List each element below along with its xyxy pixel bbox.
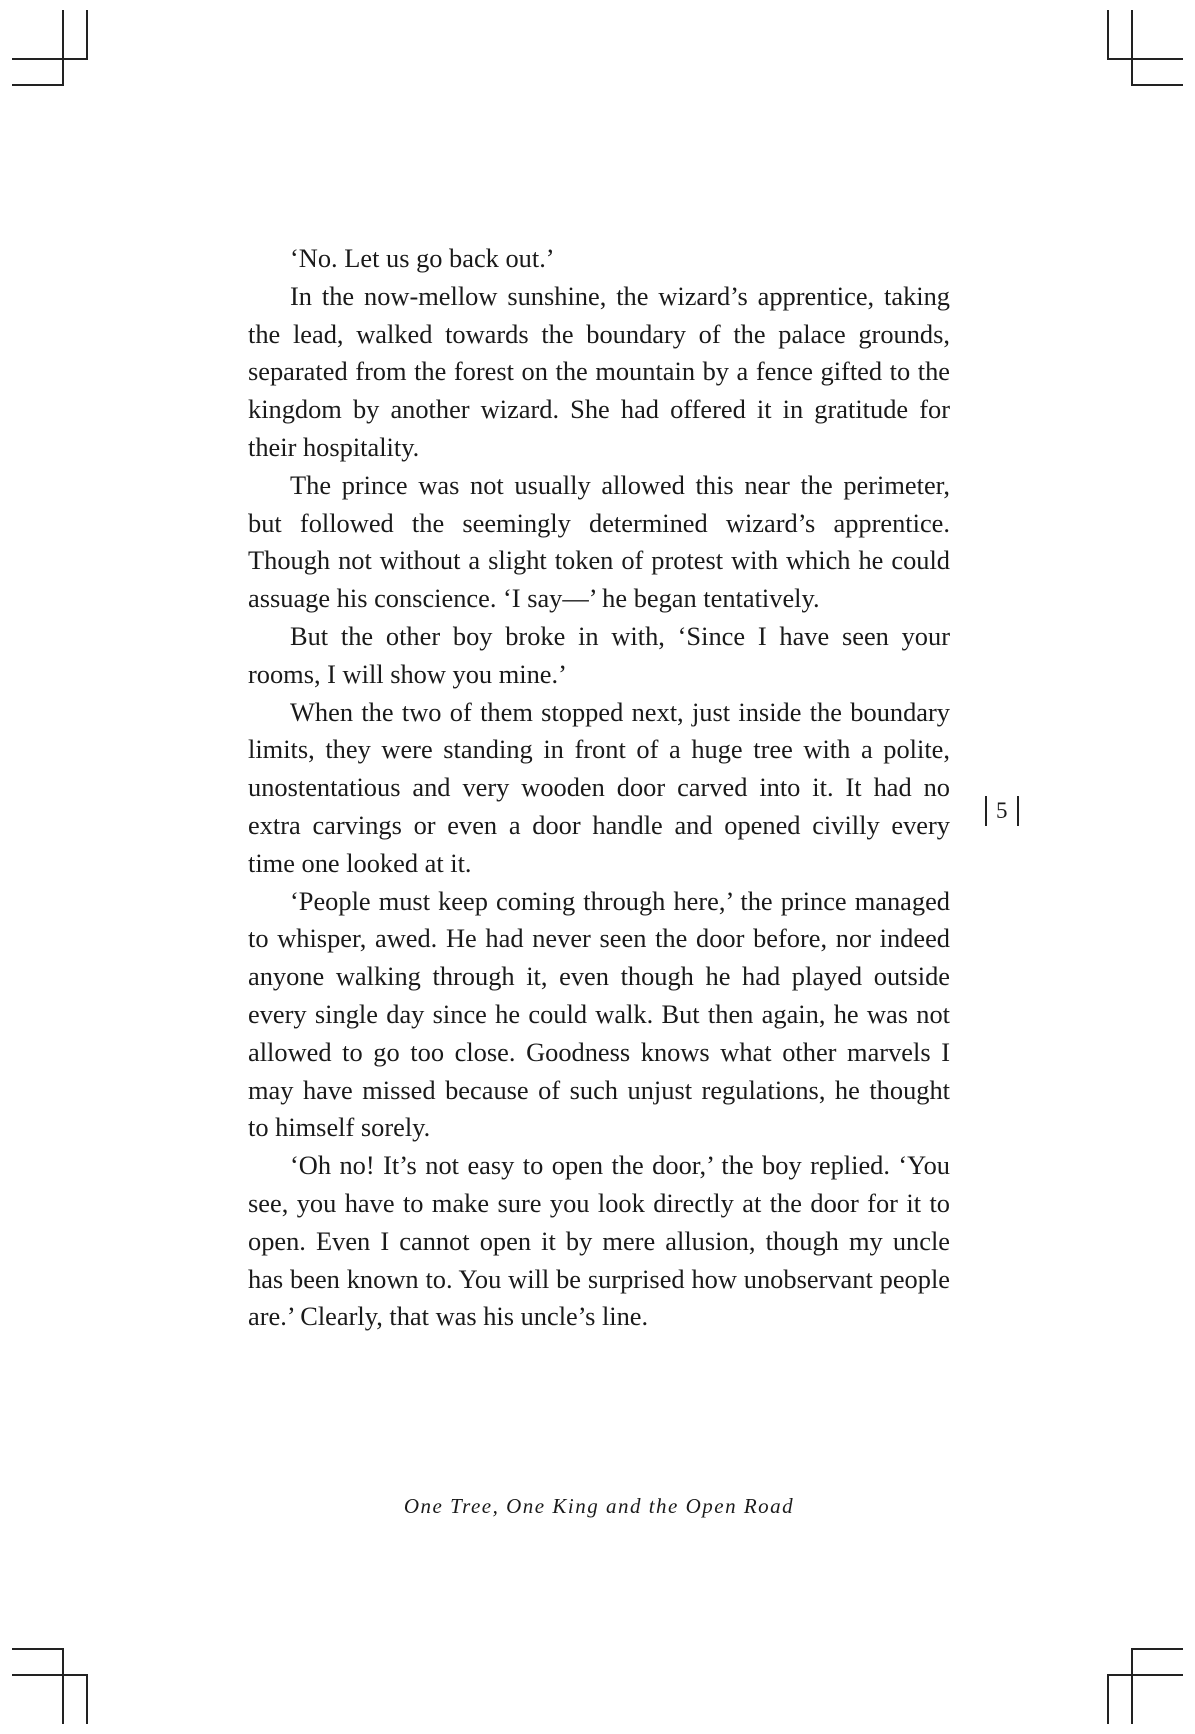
paragraph: ‘People must keep coming through here,’ the prince managed to whisper, awed. He had never seen the door before, nor indeed anyone walking through it, even though he had played outside every single day since he could walk. But then again, he was not allowed to go too close. Goodness knows what other marvels I may have missed because of such unjust regulations, he thought to himself sorely. [248, 885, 950, 1143]
body-text [248, 240, 950, 1336]
paragraph: ‘Oh no! It’s not easy to open the door,’ the boy replied. ‘You see, you have to make sure you look directly at the door for it to open. Even I cannot open it by mere allusion, though my uncle has been known to. You will be surprised how unobservant people are.’ Clearly, that was his uncle’s line. [248, 1150, 950, 1332]
page-number-value: 5 [996, 798, 1008, 823]
page-number [985, 796, 1019, 826]
page-number-right-bar [1017, 796, 1019, 826]
paragraph: In the now-mellow sunshine, the wizard’s apprentice, taking the lead, walked towards the boundary of the palace grounds, separated from the forest on the mountain by a fence gifted to the kingdom by another wizard. She had offered it in gratitude for their hospitality. [248, 280, 950, 462]
paragraph: The prince was not usually allowed this near the perimeter, but followed the seemingly determined wizard’s apprentice. Though not without a slight token of protest with which he could assuage his conscience. ‘I say—’ he began tentatively. [248, 469, 950, 614]
paragraph: When the two of them stopped next, just inside the boundary limits, they were standing in front of a huge tree with a polite, unostentatious and very wooden door carved into it. It had no extra carvings or even a door handle and opened civilly every time one looked at it. [248, 696, 950, 878]
paragraph: ‘No. Let us go back out.’ [290, 243, 555, 273]
paragraph: But the other boy broke in with, ‘Since I have seen your rooms, I will show you mine.’ [248, 620, 950, 689]
running-footer: One Tree, One King and the Open Road [403, 1494, 795, 1518]
